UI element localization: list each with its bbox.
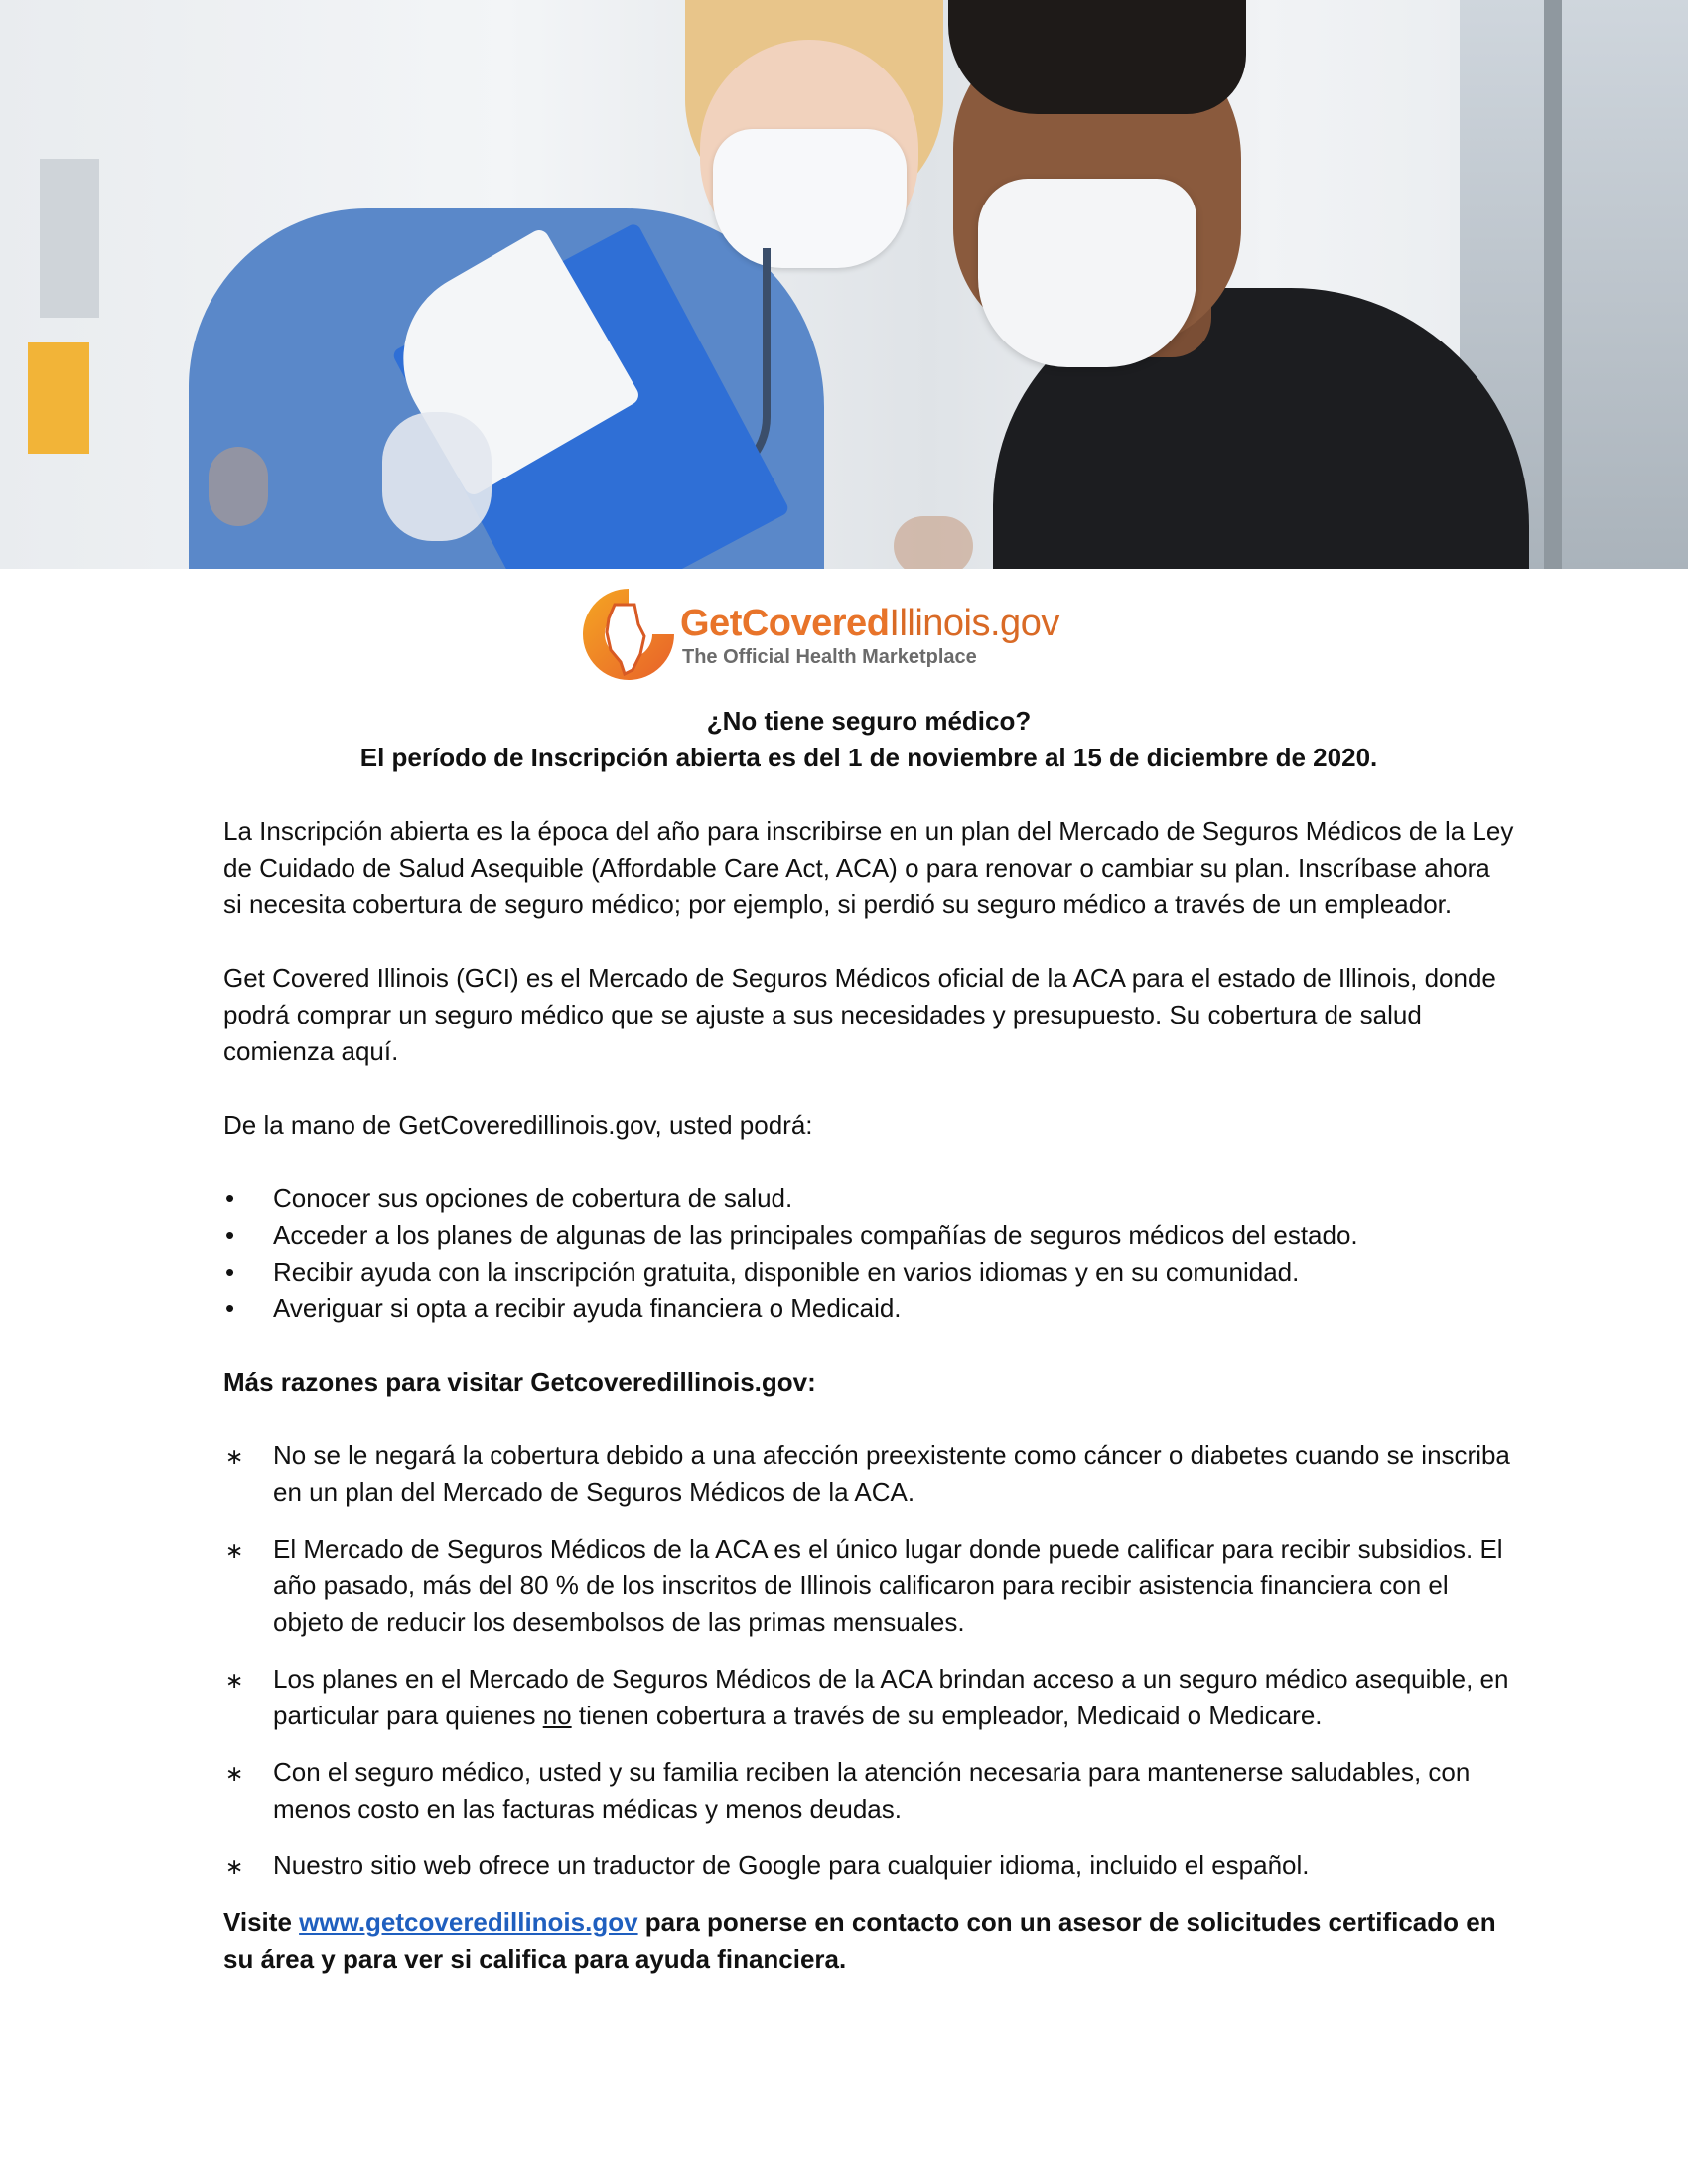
list-item — [223, 1437, 1514, 1511]
bullet-icon: • — [225, 1257, 235, 1287]
reasons-heading: Más razones para visitar Getcoveredillinois.gov: — [223, 1367, 816, 1397]
gloved-hand — [382, 412, 492, 541]
list-item — [223, 1847, 1514, 1884]
getcovered-logo[interactable] — [581, 581, 1097, 690]
man-mask — [978, 179, 1196, 367]
yellow-sign — [28, 342, 89, 454]
benefits-list — [223, 1180, 1514, 1327]
asterisk-icon: ∗ — [225, 1538, 244, 1563]
nurse-mask — [713, 129, 907, 268]
list-item-text — [273, 1664, 1508, 1730]
list-item-text: Acceder a los planes de algunas de las principales compañías de seguros médicos del estado. — [273, 1220, 1358, 1250]
headline-question: ¿No tiene seguro médico? — [706, 706, 1032, 736]
illinois-state-icon — [581, 585, 676, 684]
list-item — [223, 1661, 1514, 1734]
background-person — [894, 516, 973, 569]
asterisk-icon: ∗ — [225, 1668, 244, 1693]
hero-photo — [0, 0, 1688, 569]
list-item-text: Averiguar si opta a recibir ayuda financiera o Medicaid. — [273, 1294, 902, 1323]
closing-text: Visite — [223, 1907, 300, 1937]
list-item — [223, 1531, 1514, 1641]
closing-call-to-action — [223, 1904, 1514, 1978]
list-item-text: El Mercado de Seguros Médicos de la ACA es el único lugar donde puede calificar para recibir subsidios. El año pasado, más del 80 % de los inscritos de Illinois calificaron para recibir asistencia financiera con el objeto de reducir los desembolsos de las primas mensuales. — [273, 1534, 1503, 1637]
list-item — [223, 1754, 1514, 1828]
list-item — [223, 1254, 1514, 1291]
underlined-no: no — [542, 1701, 572, 1730]
logo-brand-thin: Illinois.gov — [889, 603, 1059, 644]
asterisk-icon: ∗ — [225, 1444, 244, 1469]
closing-text: para ponerse en contacto con un asesor de solicitudes certificado en su área y para ver si califica para ayuda financiera. — [223, 1907, 1496, 1974]
asterisk-icon: ∗ — [225, 1761, 244, 1786]
headline-enrollment-dates: El período de Inscripción abierta es del 1 de noviembre al 15 de diciembre de 2020. — [359, 743, 1378, 772]
flyer-content — [223, 703, 1514, 1978]
logo-wordmark — [680, 603, 1059, 645]
bullet-icon: • — [225, 1183, 235, 1213]
list-item-text: Con el seguro médico, usted y su familia reciben la atención necesaria para mantenerse saludables, con menos costo en las facturas médicas y menos deudas. — [273, 1757, 1471, 1824]
paragraph-intro-list: De la mano de GetCoveredillinois.gov, usted podrá: — [223, 1110, 813, 1140]
paragraph-open-enrollment: La Inscripción abierta es la época del año para inscribirse en un plan del Mercado de Seguros Médicos de la Ley de Cuidado de Salud Asequible (Affordable Care Act, ACA) o para renovar o cambiar su plan. Inscríbase ahora si necesita cobertura de seguro médico; por ejemplo, si perdió su seguro médico a través de un empleador. — [223, 816, 1514, 919]
wall-sign — [40, 159, 99, 318]
reason-text-part: Los planes en el Mercado de Seguros Médicos de la ACA brindan acceso a un seguro médico asequible, en particular para quienes — [273, 1664, 1509, 1730]
list-item-text: Conocer sus opciones de cobertura de salud. — [273, 1183, 793, 1213]
list-item-text: Nuestro sitio web ofrece un traductor de Google para cualquier idioma, incluido el español. — [273, 1850, 1310, 1880]
list-item — [223, 1180, 1514, 1217]
list-item — [223, 1217, 1514, 1254]
background-person — [209, 447, 268, 526]
logo-brand-bold: GetCovered — [680, 603, 890, 644]
asterisk-icon: ∗ — [225, 1854, 244, 1879]
list-item-text: Recibir ayuda con la inscripción gratuita, disponible en varios idiomas y en su comunidad. — [273, 1257, 1300, 1287]
list-item — [223, 1291, 1514, 1327]
website-link[interactable]: www.getcoveredillinois.gov — [299, 1907, 638, 1937]
paragraph-gci: Get Covered Illinois (GCI) es el Mercado de Seguros Médicos oficial de la ACA para el estado de Illinois, donde podrá comprar un seguro médico que se ajuste a sus necesidades y presupuesto. Su cobertura de salud comienza aquí. — [223, 963, 1496, 1066]
window-frame — [1544, 0, 1562, 569]
bullet-icon: • — [225, 1220, 235, 1250]
list-item-text: No se le negará la cobertura debido a una afección preexistente como cáncer o diabetes cuando se inscriba en un plan del Mercado de Seguros Médicos de la ACA. — [273, 1440, 1510, 1507]
reasons-list — [223, 1437, 1514, 1884]
bullet-icon: • — [225, 1294, 235, 1323]
man-hair — [948, 0, 1246, 114]
reason-text-part: tienen cobertura a través de su empleador, Medicaid o Medicare. — [571, 1701, 1323, 1730]
logo-tagline: The Official Health Marketplace — [682, 646, 977, 668]
